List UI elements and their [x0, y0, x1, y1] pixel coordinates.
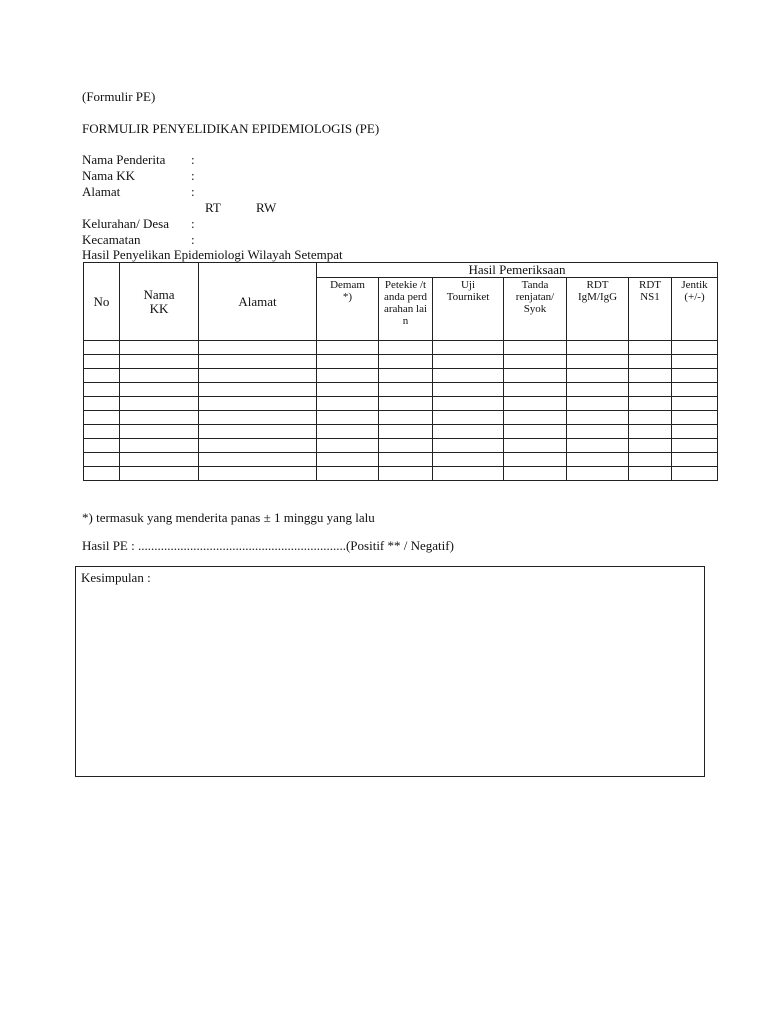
table-cell[interactable]	[433, 355, 504, 369]
table-cell[interactable]	[567, 453, 629, 467]
table-row	[84, 425, 718, 439]
table-cell[interactable]	[629, 411, 672, 425]
header-rdt-ns1: RDT NS1	[629, 278, 672, 341]
table-cell[interactable]	[672, 341, 718, 355]
table-cell[interactable]	[433, 467, 504, 481]
table-cell[interactable]	[84, 369, 120, 383]
table-cell[interactable]	[199, 355, 317, 369]
header-hasil-pemeriksaan: Hasil Pemeriksaan	[317, 263, 718, 278]
colon-nama-penderita: :	[191, 152, 195, 167]
table-cell[interactable]	[629, 383, 672, 397]
label-kecamatan: Kecamatan	[82, 232, 141, 247]
table-cell[interactable]	[84, 397, 120, 411]
kesimpulan-label: Kesimpulan :	[81, 570, 151, 585]
table-row	[84, 467, 718, 481]
table-cell[interactable]	[567, 439, 629, 453]
table-cell[interactable]	[379, 355, 433, 369]
table-cell[interactable]	[567, 369, 629, 383]
label-rt: RT	[205, 200, 221, 215]
table-cell[interactable]	[317, 453, 379, 467]
table-cell[interactable]	[379, 453, 433, 467]
table-cell[interactable]	[504, 467, 567, 481]
table-cell[interactable]	[433, 397, 504, 411]
table-cell[interactable]	[317, 425, 379, 439]
table-cell[interactable]	[672, 397, 718, 411]
table-cell[interactable]	[120, 425, 199, 439]
table-cell[interactable]	[317, 467, 379, 481]
table-cell[interactable]	[672, 355, 718, 369]
table-cell[interactable]	[567, 383, 629, 397]
table-cell[interactable]	[672, 369, 718, 383]
table-cell[interactable]	[120, 439, 199, 453]
table-cell[interactable]	[379, 397, 433, 411]
table-cell[interactable]	[199, 467, 317, 481]
header-tanda-renjatan: Tanda renjatan/ Syok	[504, 278, 567, 341]
table-cell[interactable]	[84, 341, 120, 355]
table-cell[interactable]	[433, 425, 504, 439]
label-nama-kk: Nama KK	[82, 168, 136, 183]
table-cell[interactable]	[629, 369, 672, 383]
table-cell[interactable]	[504, 369, 567, 383]
colon-kecamatan: :	[191, 232, 195, 247]
table-cell[interactable]	[84, 425, 120, 439]
table-cell[interactable]	[433, 439, 504, 453]
table-cell[interactable]	[120, 383, 199, 397]
table-row	[84, 439, 718, 453]
table-cell[interactable]	[504, 355, 567, 369]
table-cell[interactable]	[199, 439, 317, 453]
table-cell[interactable]	[567, 355, 629, 369]
footnote: *) termasuk yang menderita panas ± 1 minggu yang lalu	[82, 510, 375, 525]
hasil-pe-line: Hasil PE : ................................................................(Positif ** / Negatif)	[82, 538, 454, 553]
table-cell[interactable]	[120, 411, 199, 425]
table-cell[interactable]	[317, 439, 379, 453]
table-row	[84, 453, 718, 467]
table-cell[interactable]	[504, 341, 567, 355]
table-row	[84, 355, 718, 369]
table-cell[interactable]	[84, 355, 120, 369]
table-cell[interactable]	[317, 355, 379, 369]
table-row	[84, 383, 718, 397]
table-cell[interactable]	[199, 397, 317, 411]
table-cell[interactable]	[672, 467, 718, 481]
label-alamat: Alamat	[82, 184, 121, 199]
table-cell[interactable]	[433, 369, 504, 383]
table-cell[interactable]	[567, 341, 629, 355]
header-jentik: Jentik (+/-)	[672, 278, 718, 341]
table-cell[interactable]	[84, 453, 120, 467]
table-cell[interactable]	[379, 467, 433, 481]
table-cell[interactable]	[317, 411, 379, 425]
table-cell[interactable]	[504, 397, 567, 411]
pe-results-table	[83, 262, 718, 481]
table-cell[interactable]	[629, 467, 672, 481]
colon-kelurahan: :	[191, 216, 195, 231]
table-cell[interactable]	[567, 425, 629, 439]
table-cell[interactable]	[317, 383, 379, 397]
label-kelurahan: Kelurahan/ Desa	[82, 216, 169, 231]
table-cell[interactable]	[199, 425, 317, 439]
label-nama-penderita: Nama Penderita	[82, 152, 166, 167]
table-caption: Hasil Penyelikan Epidemiologi Wilayah Setempat	[82, 247, 343, 262]
table-cell[interactable]	[199, 383, 317, 397]
table-cell[interactable]	[317, 397, 379, 411]
label-rw: RW	[256, 200, 277, 215]
table-cell[interactable]	[629, 453, 672, 467]
table-cell[interactable]	[120, 341, 199, 355]
table-cell[interactable]	[672, 439, 718, 453]
table-cell[interactable]	[629, 341, 672, 355]
table-cell[interactable]	[199, 411, 317, 425]
table-cell[interactable]	[120, 397, 199, 411]
table-cell[interactable]	[433, 411, 504, 425]
table-cell[interactable]	[504, 383, 567, 397]
header-petekie: Petekie /tanda perdarahan lain	[379, 278, 433, 341]
kesimpulan-box[interactable]	[75, 566, 705, 777]
header-uji-tourniket: Uji Tourniket	[433, 278, 504, 341]
table-cell[interactable]	[433, 453, 504, 467]
table-cell[interactable]	[379, 411, 433, 425]
table-cell[interactable]	[84, 467, 120, 481]
table-cell[interactable]	[120, 355, 199, 369]
table-row	[84, 369, 718, 383]
table-cell[interactable]	[567, 397, 629, 411]
table-cell[interactable]	[379, 341, 433, 355]
table-cell[interactable]	[199, 369, 317, 383]
table-cell[interactable]	[317, 341, 379, 355]
table-cell[interactable]	[84, 411, 120, 425]
table-cell[interactable]	[120, 369, 199, 383]
header-nama-kk: Nama KK	[120, 263, 199, 341]
header-demam: Demam *)	[317, 278, 379, 341]
table-row	[84, 411, 718, 425]
table-cell[interactable]	[672, 411, 718, 425]
table-cell[interactable]	[433, 383, 504, 397]
table-cell[interactable]	[672, 425, 718, 439]
table-row	[84, 397, 718, 411]
table-cell[interactable]	[84, 383, 120, 397]
form-title: FORMULIR PENYELIDIKAN EPIDEMIOLOGIS (PE)	[82, 121, 380, 136]
table-cell[interactable]	[504, 439, 567, 453]
table-cell[interactable]	[629, 397, 672, 411]
table-cell[interactable]	[672, 383, 718, 397]
table-cell[interactable]	[504, 411, 567, 425]
table-cell[interactable]	[199, 453, 317, 467]
table-cell[interactable]	[120, 467, 199, 481]
table-cell[interactable]	[629, 425, 672, 439]
table-cell[interactable]	[629, 439, 672, 453]
header-rdt-igm-igg: RDT IgM/IgG	[567, 278, 629, 341]
table-cell[interactable]	[629, 355, 672, 369]
table-cell[interactable]	[199, 341, 317, 355]
table-row	[84, 341, 718, 355]
table-cell[interactable]	[379, 439, 433, 453]
table-cell[interactable]	[379, 425, 433, 439]
colon-nama-kk: :	[191, 168, 195, 183]
table-cell[interactable]	[504, 425, 567, 439]
table-cell[interactable]	[84, 439, 120, 453]
table-cell[interactable]	[567, 467, 629, 481]
table-cell[interactable]	[317, 369, 379, 383]
header-alamat: Alamat	[199, 263, 317, 341]
table-cell[interactable]	[379, 369, 433, 383]
table-cell[interactable]	[433, 341, 504, 355]
table-cell[interactable]	[504, 453, 567, 467]
header-no: No	[84, 263, 120, 341]
colon-alamat: :	[191, 184, 195, 199]
table-cell[interactable]	[379, 383, 433, 397]
table-cell[interactable]	[672, 453, 718, 467]
form-label: (Formulir PE)	[82, 89, 156, 104]
table-cell[interactable]	[120, 453, 199, 467]
table-cell[interactable]	[567, 411, 629, 425]
